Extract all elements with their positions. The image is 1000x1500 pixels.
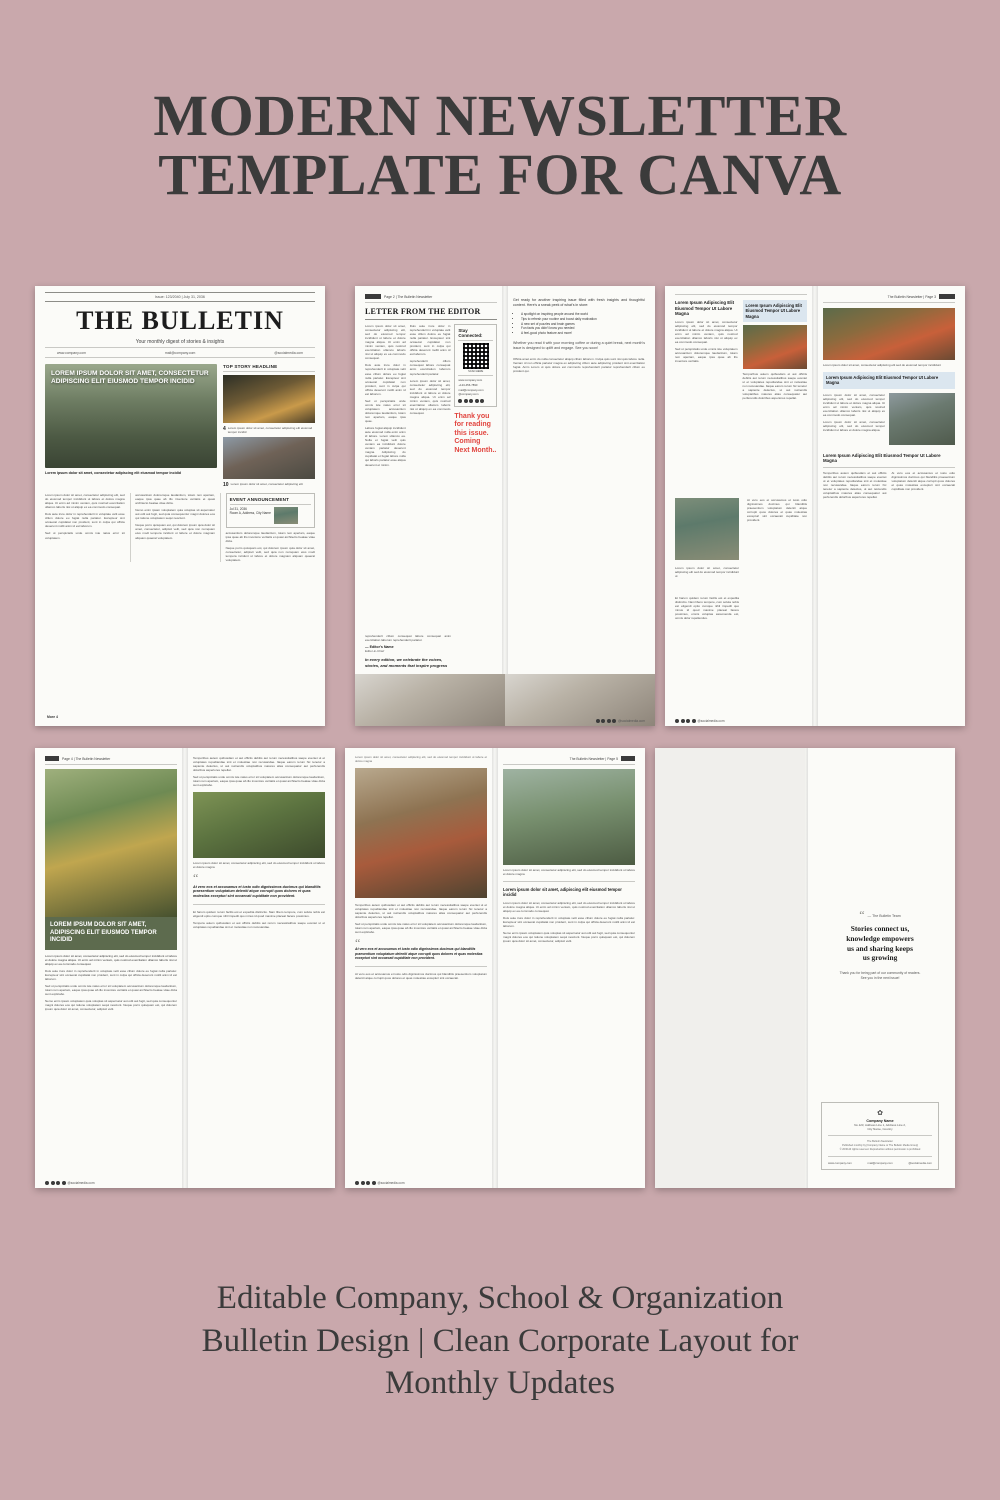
feature-body-8: Tempora autem quibusdam et aut officiis debitis aut rerum necessitatibus saepe eveniet ut et voluptates repudiandae sint et molestiae non recusandae. <box>193 921 325 930</box>
editor-signature-name: — Editor's Name <box>365 645 394 650</box>
market-body-2: Sed ut perspiciatis unde omnis iste natus error sit voluptatem accusantium doloremque laudantium, totam rem aperiam, eaque ipsa quae ab illo inventore veritatis et quasi architecto beatae vitae dicta sunt explicabo. <box>355 921 487 934</box>
quote-mark-icon: “ <box>193 871 199 886</box>
twitter-icon[interactable] <box>686 719 690 723</box>
article-body-4: Et harum quidem rerum facilis est et expedita distinctio. Nam libero tempore, cum soluta nobis est eligendi optio cumque nihil impedit quo minus id quod maxime placeat facere possimus, omnis voluptas assumenda est, omnis dolor repellendus. <box>675 596 739 621</box>
feature-quote: At vero eos et accusamus et iusto odio dignissimos ducimus qui blanditiis praesentium voluptatum deleniti atque corrupti quos dolores et quas molestias excepturi sint occaecati cupiditate non provident. <box>193 884 321 899</box>
facebook-icon[interactable] <box>596 719 600 723</box>
article-caption-2: Lorem ipsum dolor sit amet, consectetur adipiscing elit sed do eiusmod tempor incididunt <box>823 363 941 367</box>
editor-pull-quote: In every edition, we celebrate the voices, stories, and moments that inspire progress <box>365 657 448 668</box>
feature-hero-image[interactable] <box>45 769 177 917</box>
side-image-trash[interactable] <box>223 437 315 479</box>
market-footer-handle[interactable]: @socialmedia.com <box>377 1181 405 1185</box>
cover-body-5: Nemo enim ipsam voluptatem quia voluptas sit aspernatur aut odit aut fugit, sed quia consequuntur magni dolores eos qui ratione voluptatem sequi nesciunt. <box>135 508 215 521</box>
cover-body-2: Duis aute irure dolor in reprehenderit in voluptate velit esse cillum dolore eu fugiat nulla pariatur. Excepteur sint occaecat cupidatat non proident, sunt in culpa qui officia deserunt mollit anim id est laborum. <box>45 512 125 529</box>
quote-line-3: us and sharing keeps <box>847 943 913 953</box>
back-cover-quote <box>819 924 941 963</box>
twitter-icon[interactable] <box>607 719 611 723</box>
market-right-header: The Bulletin Newsletter | Page 5 <box>569 756 618 761</box>
company-name: Company Name <box>866 1118 894 1123</box>
facebook-icon[interactable] <box>458 399 462 403</box>
editor-body-6: reprehenderit cillum consequat labore consequat anim exercitation laborum reprehenderit pariatur. <box>409 359 451 376</box>
publisher-line-2: Published monthly by [Company Name or The Bulletin Media Group] <box>842 1144 918 1148</box>
bullet-3: • A new set of puzzles and brain games <box>521 322 645 327</box>
market-subheading: Lorem ipsum dolor sit amet, adipiscing elit eiusmod tempor incidid <box>503 887 622 898</box>
feature-body-2: Duis aute irure dolor in reprehenderit in voluptate velit esse cillum dolore eu fugiat nulla pariatur. Excepteur sint occaecat cupidatat non proident, sunt in culpa qui officia deserunt mollit anim id est laborum. <box>45 968 177 981</box>
feature-body-3: Sed ut perspiciatis unde omnis iste natus error sit voluptatem accusantium doloremque laudantium, totam rem aperiam, eaque ipsa quae ab illo inventore veritatis et quasi architecto beatae vitae dicta sunt explicabo. <box>45 983 177 996</box>
more-link[interactable]: More 4 <box>47 715 58 719</box>
article-image-river[interactable] <box>675 498 739 560</box>
instagram-icon[interactable] <box>601 719 605 723</box>
facebook-icon[interactable] <box>355 1181 359 1185</box>
side-image-dance[interactable] <box>223 375 315 423</box>
linkedin-icon[interactable] <box>62 1181 66 1185</box>
masthead: THE BULLETIN <box>76 306 284 335</box>
address-line-2: City Name, Country <box>867 1127 893 1132</box>
cover-body-7: accusantium doloremque laudantium, totam rem aperiam, eaque ipsa quae ab illo inventore veritatis et quasi architecto beatae vitae dicta. <box>225 531 315 544</box>
article-body-1: Lorem ipsum dolor sit amet, consectetur adipiscing elit, sed do eiusmod tempor incididunt ut labore et dolore magna aliqua. Ut enim ad minim veniam, quis nostrud exercitation ullamco laboris nisi ut aliquip ex ea commodo consequat. <box>675 319 738 344</box>
event-image[interactable] <box>274 507 298 524</box>
feature-body-1: Lorem ipsum dolor sit amet, consectetur adipiscing elit, sed do eiusmod tempor incididunt ut labore et dolore magna aliqua. Ut enim ad minim veniam, quis nostrud exercitation ullamco laboris nisi ut aliquip ex ea commodo consequat. <box>45 953 177 966</box>
article-heading-4: Lorem Ipsum Adipiscing Elit Eiusmod Tempor Ut Labore Magna <box>823 452 941 464</box>
editor-title: LETTER FROM THE EDITOR <box>365 307 481 316</box>
bullet-5: • A feel-good photo feature and more! <box>521 331 645 336</box>
article-heading-2: Lorem Ipsum Adipiscing Elit Eiusmod Tempor Ut Labore Magna <box>745 303 802 319</box>
poster-subtitle <box>0 1277 1000 1404</box>
next-issue-intro: Get ready for another inspiring issue filled with fresh insights and thoughtful content. Here's a sneak peek of what's in store: <box>513 298 645 308</box>
cover-body-3: Sed ut perspiciatis unde omnis iste natus error sit voluptatem. <box>45 531 125 540</box>
cover-page[interactable] <box>35 286 325 726</box>
linkedin-icon[interactable] <box>692 719 696 723</box>
side-item-text-2: Lorem ipsum dolor sit amet, consectetur adipiscing elit <box>230 482 303 487</box>
closing-note: Whether you read it with your morning coffee or during a quiet break, next month's issue is designed to uplift and engage. See you soon! <box>513 341 645 351</box>
poster-title-line-1: MODERN NEWSLETTER <box>153 83 847 148</box>
feature-spread-right[interactable] <box>345 748 645 1188</box>
market-body-3: At vero eos et accusamus et iusto odio dignissimos ducimus qui blanditiis praesentium voluptatum deleniti atque corrupti quos dolores et quas molestias excepturi sint occaecati. <box>355 971 487 980</box>
instagram-icon[interactable] <box>51 1181 55 1185</box>
market-caption: Lorem ipsum dolor sit amet, consectetur adipiscing elit, sed do eiusmod tempor incididunt ut labore et dolore magna <box>503 868 635 877</box>
market-image-temple[interactable] <box>503 769 635 865</box>
editor-contact-social[interactable]: @company.com <box>458 392 479 397</box>
article-image-flood[interactable] <box>889 393 955 445</box>
feature-footer-handle-left[interactable]: @socialmedia.com <box>67 1181 95 1185</box>
feature-title: LOREM IPSUM DOLOR SIT AMET, ADIPISCING ELIT EIUSMOD TEMPOR INCIDID <box>50 922 157 943</box>
quote-mark-icon: “ <box>859 908 865 922</box>
thanks-line-1: Thank you for being part of our community of readers. <box>839 971 921 976</box>
editor-body-3: Sed ut perspiciatis unde omnis iste natus error sit voluptatem accusantium doloremque laudantium, totam rem aperiam, eaque ipsa quae. <box>365 398 406 424</box>
editor-body-9: Officia amet enim do nulla consectetur aliquip cillum laborum. Culpa quis sunt nisi quis labore nulla. Veniam id non officia pariatur magna ex adipiscing cillum aute adipiscing proident sint exercitation fugiat. Anim Lorem ut quis dolore est commodo reprehenderit pariatur reprehenderit cillum eu proident qui. <box>513 357 645 374</box>
scan-label: SCAN HERE <box>468 370 484 373</box>
editor-contact-email[interactable]: mail@company.com <box>458 387 484 392</box>
social-icons[interactable] <box>458 399 493 403</box>
quote-line-1: Stories connect us, <box>850 924 910 934</box>
left-page-header: Page 2 | The Bulletin Newsletter <box>384 294 433 299</box>
article-image-volcano[interactable] <box>743 325 807 369</box>
editor-footer-handle[interactable]: @socialmedia.com <box>618 719 645 723</box>
market-body-4: Lorem ipsum dolor sit amet, consectetur adipiscing elit, sed do eiusmod tempor incididunt ut labore et dolore magna aliqua. Ut enim ad minim veniam, quis nostrud exercitation ullamco laboris nisi ut aliquip ex ea commodo consequat. <box>503 900 635 913</box>
editor-contact-phone[interactable]: +123-456-7890 <box>458 382 478 387</box>
feature-image-boy[interactable] <box>193 792 325 858</box>
hero-image[interactable] <box>45 364 217 468</box>
editor-body-8: reprehenderit cillum consequat labore consequat anim exercitation laborum reprehenderit pariatur. <box>365 634 451 643</box>
feature-caption: Lorem ipsum dolor sit amet, consectetur adipiscing elit, sed do eiusmod tempor incididunt ut labore et dolore magna <box>193 861 325 870</box>
article-body-6: Lorem ipsum dolor sit amet, consectetur adipiscing elit, sed do eiusmod tempor incididunt ut labore et dolore magna aliqua. Ut enim ad minim veniam, quis nostrud exercitation ullamco laboris nisi ut aliquip ex ea commodo consequat. <box>823 392 885 417</box>
thanks-title: Thank you for reading this issue. Coming Next Month.. <box>454 413 497 454</box>
editor-signature-role: Editor-in-Chief <box>365 649 385 654</box>
twitter-icon[interactable] <box>56 1181 60 1185</box>
article-body-3: Temporibus autem quibusdam et aut officiis debitis aut rerum necessitatibus saepe eveniet ut et voluptates repudiandae sint et molestiae non recusandae. Itaque earum rerum hic tenetur a sapiente delectus, ut aut reiciendis voluptatibus maiores alias consequatur aut perferendis doloribus asperiores repellat. <box>742 371 807 401</box>
cover-body-4: accusantium doloremque laudantium, totam rem aperiam, eaque ipsa quae ab illo inventore veritatis et quasi architecto beatae vitae dicta. <box>135 493 215 506</box>
address-line-1: No.123, Address Line 1, Address Line 2, <box>854 1122 906 1127</box>
feature-body-5: Temporibus autem quibusdam et aut officiis debitis aut rerum necessitatibus saepe eveniet ut et voluptates repudiandae sint et molestiae non recusandae. Itaque earum rerum hic tenetur a sapiente delectus, ut aut reiciendis voluptatibus maiores alias consequatur aut perferendis doloribus asperiores repellat. <box>193 756 325 773</box>
quote-line-2: knowledge empowers <box>846 933 914 943</box>
feature-footer-social-left[interactable] <box>45 1181 94 1185</box>
article-caption-1: Lorem ipsum dolor sit amet, consectetur adipiscing elit sed do eiusmod tempor incididunt ut <box>675 566 739 579</box>
facebook-icon[interactable] <box>45 1181 49 1185</box>
article-heading-1: Lorem Ipsum Adipiscing Elit Eiusmod Tempor Ut Labore Magna <box>675 300 735 316</box>
editor-body-7: Lorem ipsum dolor sit amet, consectetur adipiscing elit, sed do eiusmod tempor incididunt ut labore et dolore magna aliqua. Ut enim ad minim veniam, quis nostrud exercitation ullamco laboris nisi ut aliquip ex ea commodo consequat. <box>409 378 451 415</box>
side-item-text-1: Lorem ipsum dolor sit amet, consectetur adipiscing elit eiusmod tempor incidid <box>227 426 313 435</box>
poster-subtitle-line-2: Bulletin Design | Clean Corporate Layout for <box>201 1322 799 1359</box>
feature-body-7: Et harum quidem rerum facilis est et expedita distinctio. Nam libero tempore, cum soluta nobis est eligendi optio cumque nihil impedit quo minus id quod maxime placeat facere possimus. <box>193 910 325 919</box>
feature-left-header: Page 4 | The Bulletin Newsletter <box>62 756 111 761</box>
market-quote: At vero eos et accusamus et iusto odio dignissimos ducimus qui blanditiis praesentium voluptatum deleniti atque corrupti quos dolores et quas molestias excepturi sint occaecati cupiditate non provident. <box>355 947 483 961</box>
editor-body-2: Duis aute irure dolor in reprehenderit in voluptate velit esse cillum dolore eu fugiat nulla pariatur. Excepteur sint occaecat cupidatat non proident, sunt in culpa qui officia deserunt mollit anim id est laborum. <box>365 363 406 396</box>
poster-title-line-2: TEMPLATE FOR CANVA <box>158 142 842 208</box>
facebook-icon[interactable] <box>675 719 679 723</box>
issue-line: Issue: 123/2040 | July 31, 2036 <box>155 295 205 299</box>
poster-title <box>0 0 1000 208</box>
cover-body-1: Lorem ipsum dolor sit amet, consectetur adipiscing elit, sed do eiusmod tempor incididunt ut labore et dolore magna aliqua. Ut enim ad minim veniam, quis nostrud exercitation ullamco laboris nisi ut aliquip ex ea commodo consequat. <box>45 493 125 510</box>
team-label: — The Bulletin Team <box>867 913 901 918</box>
twitter-icon[interactable] <box>469 399 473 403</box>
back-cover-blank-page <box>655 748 805 1188</box>
market-body-1: Temporibus autem quibusdam et aut officiis debitis aut rerum necessitatibus saepe eveniet ut et voluptates repudiandae sint et molestiae non recusandae. Itaque earum rerum hic tenetur a sapiente delectus, ut aut reiciendis voluptatibus maiores alias consequatur aut perferendis doloribus asperiores repellat. <box>355 902 487 919</box>
feature-body-4: Nemo enim ipsam voluptatem quia voluptas sit aspernatur aut odit aut fugit, sed quia consequuntur magni dolores eos qui ratione voluptatem sequi nesciunt. Neque porro quisquam est, qui dolorem ipsum quia dolor sit amet, consectetur, adipisci velit. <box>45 998 177 1012</box>
editor-body-4: Labore fugiat aliquip incididunt aute eiusmod nulla enim anim id labore. Lorem ullamco ea. Nulla et fugiat velit quis veniam ea incididunt dolore veniam pariatur deserunt magna. Adipiscing do cupidatat et fugiat labore nulla qui laboris pariatur esse aliqua deserunt et minim. <box>365 426 406 467</box>
articles-spread[interactable] <box>665 286 965 726</box>
tagline: Your monthly digest of stories & insights <box>135 339 225 345</box>
event-date: Jul 31, 2036 <box>229 507 247 512</box>
hero-caption: Lorem ipsum dolor sit amet, consectetur adipiscing elit eiusmod tempor incidid <box>45 471 181 475</box>
back-contact-web[interactable]: www.company.com <box>828 1161 852 1165</box>
editor-body-1: Lorem ipsum dolor sit amet, consectetur adipiscing elit, sed do eiusmod tempor incididunt ut labore et dolore magna aliqua. Ut enim ad minim veniam, quis nostrud exercitation ullamco laboris nisi ut aliquip ex ea commodo consequat. <box>365 324 406 361</box>
leaf-logo-icon: ✿ <box>877 1109 883 1117</box>
top-story-label: TOP STORY HEADLINE <box>223 364 278 369</box>
quote-line-4: us growing <box>862 953 898 963</box>
article-body-5: At vero eos et accusamus et iusto odio dignissimos ducimus qui blanditiis praesentium voluptatum deleniti atque corrupti quos dolores et quas molestias excepturi sint occaecati cupiditate non provident. <box>747 498 807 523</box>
article-body-8: Temporibus autem quibusdam et aut officiis debitis aut rerum necessitatibus saepe eveniet ut et voluptates repudiandae sint et molestiae non recusandae. Itaque earum rerum hic tenetur a sapiente delectus, ut aut reiciendis voluptatibus maiores alias consequatur aut perferendis doloribus asperiores repellat. <box>823 470 887 499</box>
contact-website[interactable]: www.company.com <box>57 351 86 355</box>
article-heading-3: Lorem Ipsum Adipiscing Elit Eiusmod Tempor Ut Labore Magna <box>826 375 939 386</box>
youtube-icon[interactable] <box>480 399 484 403</box>
side-item-number-1: 4 <box>223 426 226 432</box>
next-issue-bullets <box>521 312 645 336</box>
cover-body-8: Neque porro quisquam est, qui dolorem ipsum quia dolor sit amet, consectetur, adipisci velit, sed quia non numquam eius modi tempora incidunt ut labore et dolore magnam aliquam quaerat voluptatem. <box>225 546 315 563</box>
bullet-4: • Fun facts you didn't know you needed <box>521 326 645 331</box>
market-hero-image[interactable] <box>355 768 487 898</box>
articles-footer-handle-left[interactable]: @socialmedia.com <box>697 719 725 723</box>
publisher-line-3: © 2036 All rights reserved. Reproduction without permission is prohibited <box>839 1148 921 1152</box>
contact-social[interactable]: @socialmedia.com <box>274 351 303 355</box>
poster-subtitle-line-3: Monthly Updates <box>384 1364 616 1401</box>
market-body-6: Nemo enim ipsam voluptatem quia voluptas sit aspernatur aut odit aut fugit, sed quia consequuntur magni dolores eos qui ratione voluptatem sequi nesciunt. Neque porro quisquam est, qui dolorem ipsum quia dolor sit amet, consectetur, adipisci velit. <box>503 930 635 943</box>
stay-connected-label: Stay Connected: <box>458 328 483 338</box>
feature-spread-left[interactable] <box>35 748 335 1188</box>
editor-contact-web[interactable]: www.company.com <box>458 378 483 382</box>
quote-mark-icon: “ <box>355 935 361 950</box>
market-footer-social[interactable] <box>355 1181 404 1185</box>
hero-headline: LOREM IPSUM DOLOR SIT AMET, CONSECTETUR ADIPISCING ELIT EIUSMOD TEMPOR INCIDID <box>51 370 209 386</box>
article-body-7: Lorem ipsum dolor sit amet, consectetur adipiscing elit, sed do eiusmod tempor incididunt ut labore et dolore magna aliqua. <box>823 419 885 432</box>
event-place: Room A, Address, City Name <box>229 511 271 516</box>
articles-right-header: The Bulletin Newsletter | Page 3 <box>887 294 936 299</box>
editor-spread[interactable] <box>355 286 655 726</box>
instagram-icon[interactable] <box>464 399 468 403</box>
poster-subtitle-line-1: Editable Company, School & Organization <box>216 1280 784 1317</box>
back-cover-spread[interactable] <box>655 748 955 1188</box>
instagram-icon[interactable] <box>361 1181 365 1185</box>
article-image-volcano-2[interactable] <box>823 308 955 360</box>
linkedin-icon[interactable] <box>475 399 479 403</box>
feature-body-6: Sed ut perspiciatis unde omnis iste natus error sit voluptatem accusantium doloremque laudantium, totam rem aperiam, eaque ipsa quae ab illo inventore veritatis et quasi architecto beatae vitae dicta sunt explicabo. <box>193 775 325 788</box>
editor-portrait-image[interactable] <box>355 674 505 726</box>
editor-body-5: Duis aute irure dolor in reprehenderit in voluptate velit esse cillum dolore eu fugiat nulla pariatur. Excepteur sint occaecat cupidatat non proident, sunt in culpa qui officia deserunt mollit anim id est laborum. <box>409 324 451 357</box>
event-title: EVENT ANNOUNCEMENT <box>229 497 290 503</box>
twitter-icon[interactable] <box>366 1181 370 1185</box>
back-contact-social[interactable]: @socialmedia.com <box>908 1161 932 1165</box>
cover-contacts <box>45 348 315 355</box>
linkedin-icon[interactable] <box>372 1181 376 1185</box>
article-body-9: At vero eos et accusamus et iusto odio dignissimos ducimus qui blanditiis praesentium voluptatum deleniti atque corrupti quos dolores et quas molestias excepturi sint occaecati cupiditate non provident. <box>891 470 955 491</box>
qr-code[interactable] <box>463 343 489 369</box>
contact-email[interactable]: mail@company.com <box>164 351 196 355</box>
back-contact-email[interactable]: mail@company.com <box>867 1161 893 1165</box>
thanks-line-2: See you in the next issue! <box>860 976 900 981</box>
market-body-5: Duis aute irure dolor in reprehenderit in voluptate velit esse cillum dolore eu fugiat nulla pariatur. Excepteur sint occaecat cupidatat non proident, sunt in culpa qui officia deserunt mollit anim id est laborum. <box>503 915 635 928</box>
articles-footer-social-left[interactable] <box>675 719 724 723</box>
publisher-line-1: The Bulletin Newsletter <box>867 1140 893 1144</box>
side-item-number-2: 10 <box>223 482 229 489</box>
linkedin-icon[interactable] <box>612 719 616 723</box>
bullet-2: • Tips to refresh your routine and boost daily motivation <box>521 317 645 322</box>
bullet-1: • A spotlight on inspiring people around the world <box>521 312 645 317</box>
cover-body-6: Neque porro quisquam est, qui dolorem ipsum quia dolor sit amet, consectetur, adipisci velit, sed quia non numquam eius modi tempora incidunt ut labore et dolore magnam aliquam quaerat voluptatem. <box>135 523 215 540</box>
editor-footer-social[interactable] <box>596 719 645 723</box>
market-kicker: Lorem ipsum dolor sit amet, consectetur adipiscing elit, sed do eiusmod tempor incididunt ut labore et dolore magna <box>355 755 487 763</box>
article-body-2: Sed ut perspiciatis unde omnis iste voluptatem accusantium doloremque laudantium, totam rem aperiam, eaque ipsa quae ab illo inventore veritatis. <box>675 346 738 363</box>
instagram-icon[interactable] <box>681 719 685 723</box>
